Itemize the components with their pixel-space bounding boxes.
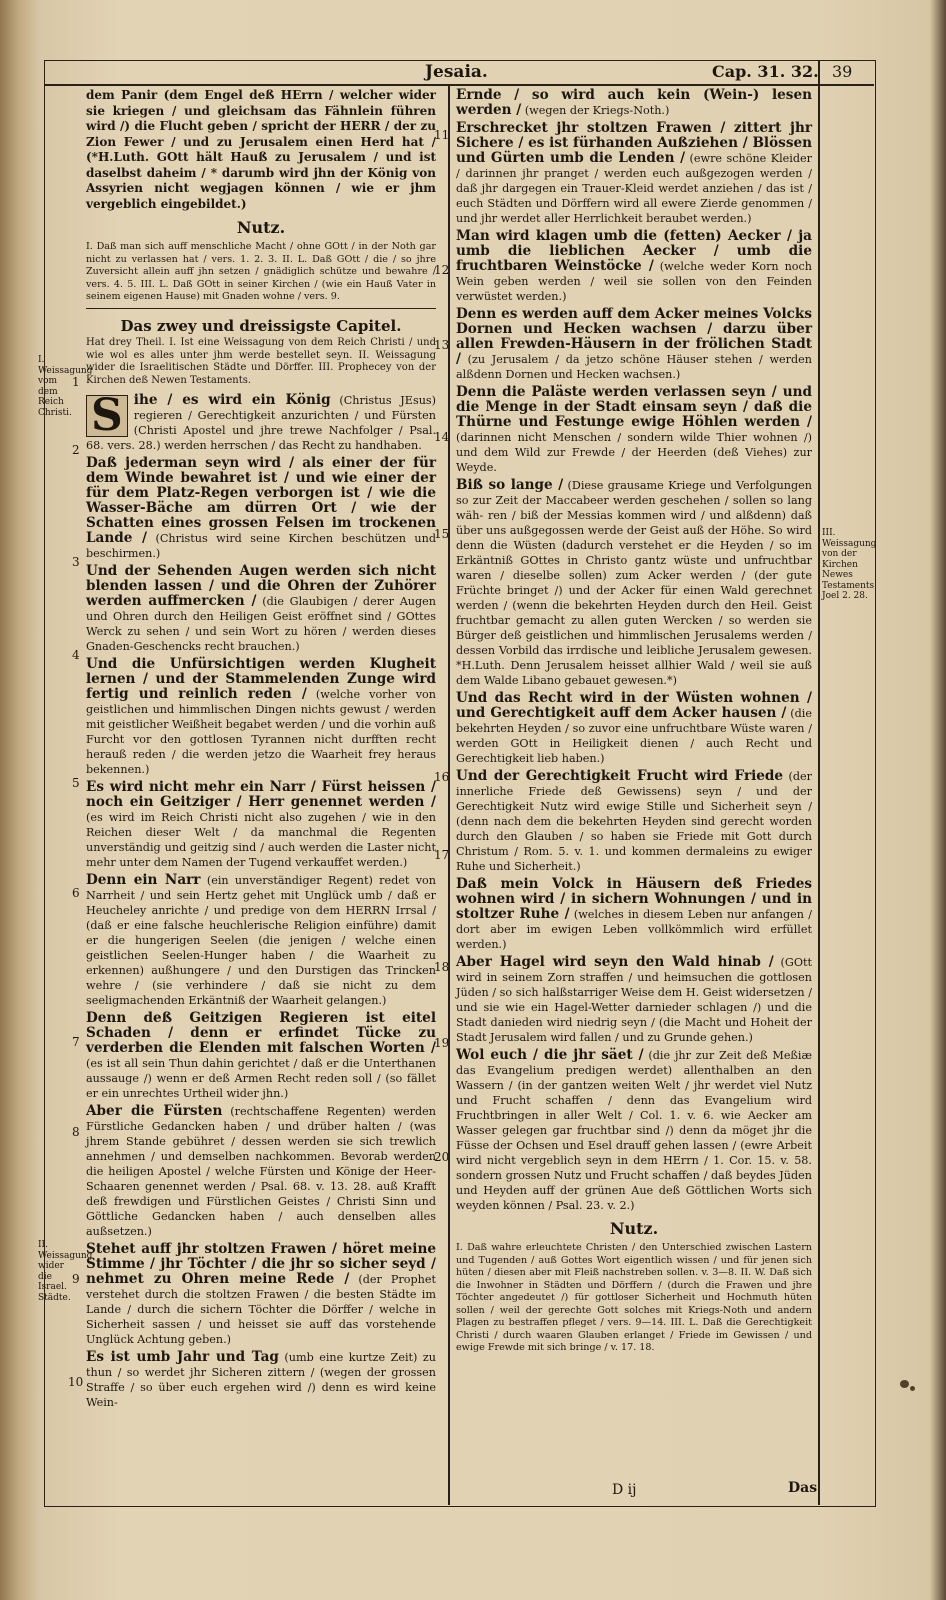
signature-mark: D ij [612,1482,637,1498]
verse-10c-gloss: (wegen der Kriegs-Noth.) [524,104,670,117]
verse-6 [86,873,436,1008]
verse-17 [456,769,812,874]
verse-number-2: 2 [72,443,80,457]
right-column [456,88,812,1358]
verse-17-main: Und der Gerechtigkeit Frucht wird Friede [456,768,784,784]
verse-15-main: Biß so lange / [456,477,564,493]
verse-number-10: 10 [68,1375,84,1389]
nutz-heading-right: Nutz. [609,1219,659,1238]
verse-14-gloss: (darinnen nicht Menschen / sondern wilde Thier wohnen /) und dem Wild zur Frewde / der Heerden (deß Viehes) zur Weyde. [456,431,812,474]
verse-7-main: Denn deß Geitzigen Regieren ist eitel Schaden / denn er erfindet Tücke zu verderben die Elenden mit falschen Worten / [86,1010,436,1057]
verse-19-gloss: (GOtt wird in seinem Zorn straffen / und heimsuchen die gottlosen Jüden / so sich halßstarriger Weise dem H. Geist widersetzen / und sie wie ein Hagel-Wetter darnieder schlagen /) und die Stadt danieden wird niedrig seyn / (die Macht und Hoheit der Stadt Jerusalem wird fallen / und zu Grunde gehen.) [456,956,812,1044]
verse-2 [86,456,436,561]
verse-number-9: 9 [72,1272,80,1286]
verse-12 [456,229,812,304]
margin-note-right-1: III. Weissagung von der Kirchen Newes Testaments Joel 2. 28. [822,528,877,601]
right-margin-rule [818,60,820,1505]
section-rule [86,308,436,310]
verse-3 [86,564,436,654]
verse-7 [86,1011,436,1101]
left-column [86,88,436,1413]
running-head-book: Jesaia. [425,62,488,82]
verse-13 [456,307,812,382]
verse-number-8: 8 [72,1125,80,1139]
verse-10-main: Es ist umb Jahr und Tag [86,1349,279,1366]
verse-19-main: Aber Hagel wird seyn den Wald hinab / [456,954,774,970]
verse-5-main: Es wird nicht mehr ein Narr / Fürst heissen / noch ein Geitziger / Herr genennet werden / [86,779,436,811]
verse-19 [456,955,812,1045]
verse-number-15: 15 [434,527,450,541]
margin-note-left-1: I. Weissagung vom dem Reich Christi. [38,355,93,418]
verse-10 [86,1350,436,1410]
verse-number-7: 7 [72,1035,80,1049]
page-number: 39 [832,62,853,81]
verse-number-6: 6 [72,886,80,900]
verse-number-19: 19 [434,1036,450,1050]
verse-number-5: 5 [72,776,80,790]
verse-8-main: Aber die Fürsten [86,1103,223,1120]
verse-11-main: Erschrecket jhr stoltzen Frawen / zittert jhr Sichere / es ist fürhanden Außziehen / Blössen und Gürten umb die Lenden / [456,120,812,166]
verse-1-main: ihe / es wird ein König [133,392,331,409]
verse-2-gloss: (Christus wird seine Kirchen beschützen und beschirmen.) [86,532,436,561]
verse-3-gloss: (die Glaubigen / derer Augen und Ohren durch den Heiligen Geist eröffnet sind / GOttes Werck zu sehen / und sein Wort zu hören / werden dieses Gnaden-Geschencks recht brauchen.) [86,595,436,654]
verse-17-gloss: (der innerliche Friede deß Gewissens) seyn / und der Gerechtigkeit Nutz wird ewige Stille und Sicherheit seyn / (denn nach dem die bekehrten Heyden sind gerecht worden durch den Glauben / so haben sie Friede mit Gott durch Christum / Rom. 5. v. 1. und kommen dermaleins zu ewiger Ruhe und Sicherheit.) [456,770,812,873]
nutz-heading: Nutz. [236,218,286,237]
verse-12-main: Man wird klagen umb die (fetten) Aecker / ja umb die lieblichen Aecker / umb die fruchtbaren Weinstöcke / [456,228,812,274]
verse-10-continued [456,88,812,118]
verse-14 [456,385,812,475]
verse-11-gloss: (ewre schöne Kleider / darinnen jhr pranget / werden euch außgezogen werden / daß jhr dargegen ein Trauer-Kleid werdet anziehen / das ist / euch Städten und Dörffern wird all ewere Zierde genommen / und jhr werdet aller Herrlichkeit beraubet werden.) [456,152,812,225]
verse-number-16: 16 [434,770,450,784]
verse-18 [456,877,812,952]
verse-number-17: 17 [434,848,450,862]
verse-11 [456,121,812,226]
verse-4-main: Und die Unfürsichtigen werden Klugheit lernen / und der Stammelenden Zunge wird fertig und reinlich reden / [86,656,436,703]
verse-8-gloss: (rechtschaffene Regenten) werden Fürstliche Gedancken haben / und drüber halten / (was jhrem Stande gebühret / dessen werden sie sich trewlich annehmen / und demselben nachkommen. Bevorab werden die heiligen Apostel / welche Fürsten und Könige der Heer-Schaaren genennet werden / Psal. 68. v. 13. 28. auß Krafft deß frewdigen und Fürstlichen Geistes / Christi Sinn und Göttliche Gedancken haben / auch denselben alles außsetzen.) [86,1105,436,1239]
chapter-summary: Hat drey Theil. I. Ist eine Weissagung von dem Reich Christi / und wie wol es alles unter jhm werde bestellet seyn. II. Weissagung wider die Israelitischen Städte und Dörffer. III. Prophecey von der Kirchen deß Newen Testaments. [86,337,436,386]
verse-number-4: 4 [72,648,80,662]
verse-13-gloss: (zu Jerusalem / da jetzo schöne Häuser stehen / werden alßdenn Dornen und Hecken wachsen.) [456,353,812,381]
header-rule [44,84,874,86]
verse-2-main: Daß jederman seyn wird / als einer der für dem Winde bewahret ist / und wie einer der für dem Platz-Regen verborgen ist / wie die Wasser-Bäche am dürren Ort / wie der Schatten eines grossen Felsen im trockenen Lande / [86,455,436,547]
verse-16-main: Und das Recht wird in der Wüsten wohnen / und Gerechtigkeit auff dem Acker hausen / [456,690,812,721]
verse-10-gloss: (umb eine kurtze Zeit) zu thun / so werdet jhr Sicheren zittern / (wegen der grossen Straffe / so über euch ergehen wird /) denn es wird keine Wein- [86,1351,437,1410]
verse-4 [86,657,436,777]
verse-8 [86,1104,436,1239]
continuation-text: dem Panir (dem Engel deß HErrn / welcher wider sie kriegen / und gleichsam das Fähnlein führen wird /) die Flucht geben / spricht der HERR / der zu Zion Fewer / und zu Jerusalem einen Herd hat / (*H.Luth. GOtt hält Hauß zu Jerusalem / und ist daselbst daheim / * darumb wird jhn der König von Assyrien nicht wegjagen können / wie er jhm vergeblich eingebildet.) [86,88,436,211]
verse-number-14: 14 [434,430,450,444]
ink-blot [900,1380,909,1388]
running-head-chapter: Cap. 31. 32. [712,62,819,81]
verse-number-13: 13 [434,338,450,352]
verse-9-gloss: (der Prophet verstehet durch die stoltzen Frawen / die besten Städte im Lande / durch die sichern Töchter die Dörffer / welche in Sicherheit sassen / und heisset sie auff das vorstehende Unglück Achtung geben.) [86,1273,436,1347]
verse-18-main: Daß mein Volck in Häusern deß Friedes wohnen wird / in sichern Wohnungen / und in stoltzer Ruhe / [456,876,812,922]
verse-6-main: Denn ein Narr [86,872,201,889]
verse-16 [456,691,812,766]
verse-1 [86,390,437,453]
verse-1-gloss: (Christus JEsus) regieren / Gerechtigkeit anzurichten / und Fürsten (Christi Apostel und jhre trewe Nachfolger / Psal. 68. vers. 28.) werden herrschen / das Recht zu handhaben. [86,394,437,453]
nutz-text-right: I. Daß wahre erleuchtete Christen / den Unterschied zwischen Lastern und Tugenden / auß Gottes Wort eigentlich wissen / und für jenen sich hüten / diesen aber mit Fleiß nachstreben sollen. v. 3—8. II. W. Daß sich die Inwohner in Städten und Dörffern / (durch die Frawen und jhre Töchter angedeutet /) für gottloser Sicherheit und Hochmuth hüten sollen / weil der gerechte Gott solches mit Kriegs-Noth und andern Plagen zu bestraffen pfleget / vers. 9—14. III. L. Daß die Gerechtigkeit Christi / durch waaren Glauben erlanget / Friede im Gewissen / und ewige Frewde mit sich bringe / v. 17. 18. [456,1242,812,1353]
verse-20-gloss: (die jhr zur Zeit deß Meßiæ das Evangelium predigen werdet) allenthalben an den Wassern / (in der gantzen weiten Welt / jhr werdet viel Nutz und Frucht schaffen / denn das Evangelium wird Fruchtbringen in aller Welt / Col. 1. v. 6. wie Aecker am Wasser gelegen gar fruchtbar sind /) denn da möget jhr die Füsse der Ochsen und Esel drauff gehen lassen / (ewre Arbeit wird nicht vergeblich seyn in dem HErrn / 1. Cor. 15. v. 58. sondern grossen Nutz und Frucht schaffen / daß beydes Jüden und Heyden auff der grünen Aue deß Göttlichen Worts sich weyden können / Psal. 23. v. 2.) [456,1049,813,1212]
verse-12-gloss: (welche weder Korn noch Wein geben werden / weil sie sollen von den Feinden verwüstet werden.) [456,260,813,303]
verse-7-gloss: (es ist all sein Thun dahin gerichtet / daß er die Unterthanen aussauge /) wenn er deß Armen Recht reden soll / (so fället er ein unrechtes Urtheil wider jhn.) [86,1057,436,1101]
verse-number-11: 11 [434,128,450,142]
verse-9 [86,1242,436,1347]
verse-10c-main: Ernde / so wird auch kein (Wein-) lesen werden / [456,87,812,118]
verse-15-gloss: (Diese grausame Kriege und Verfolgungen so zur Zeit der Maccabeer werden geschehen / sollen so lang wäh- ren / biß der Messias kommen wird / und alßdenn) daß über uns außgegossen werde der Geist auß der Höhe. So wird denn die Wüsten (dadurch verstehet er die Heyden / so im Erkäntniß GOttes in Christo gantz wüste und unfruchtbar waren / dieselbe sollen) zum Acker werden / (der gute Früchte bringet /) und der Acker für einen Wald gerechnet werden / (wenn die bekehrten Heyden durch den Heil. Geist fruchtbar gemacht zu allen guten Wercken / so werden sie Bürger deß geistlichen und himmlischen Jerusalems werden / dessen Vorbild das irrdische und leibliche Jerusalem gewesen. *H.Luth. Denn Jerusalem heisset allhier Wald / weil sie auß dem Walde Libano gebauet gewesen.*) [456,479,812,687]
verse-6-gloss: (ein unverständiger Regent) redet von Narrheit / und sein Hertz gehet mit Unglück umb / daß er Heucheley anrichte / und predige von dem HERRN Irrsal / (daß er eine falsche heuchlerische Religion einführe) damit er die hungerigen Seelen (die jenigen / welche einen geistlichen Seelen-Hunger haben / die Waarheit zu erkennen) außhungere / und den Durstigen das Trincken wehre / (sie verhindere / daß sie nicht zu dem seeligmachenden Erkäntniß der Waarheit gelangen.) [86,874,437,1008]
verse-4-gloss: (welche vorher von geistlichen und himmlischen Dingen nichts gewust / werden mit geistlicher Weißheit begabet werden / und die vorhin auß Furcht vor den gottlosen Tyrannen nicht durfften recht herauß reden / die werden jetzo die Waarheit frey heraus bekennen.) [86,688,436,777]
verse-20 [456,1048,812,1213]
ink-blot-small [910,1386,915,1391]
verse-number-1: 1 [72,375,80,389]
verse-9-main: Stehet auff jhr stoltzen Frawen / höret meine Stimme / jhr Töchter / die jhr so sicher seyd / nehmet zu Ohren meine Rede / [86,1241,436,1288]
verse-20-main: Wol euch / die jhr säet / [456,1047,644,1063]
catchword: Das [788,1480,818,1496]
column-rule [448,84,450,1505]
verse-15 [456,478,812,688]
verse-3-main: Und der Sehenden Augen werden sich nicht blenden lassen / und die Ohren der Zuhörer werden auffmercken / [86,563,436,610]
verse-13-main: Denn es werden auff dem Acker meines Volcks Dornen und Hecken wachsen / darzu über allen Frewden-Häusern in der frölichen Stadt / [456,306,812,367]
verse-number-18: 18 [434,960,450,974]
verse-number-3: 3 [72,555,80,569]
verse-5 [86,780,436,870]
verse-18-gloss: (welches in diesem Leben nur anfangen / dort aber im ewigen Leben vollkömmlich wird erfüllet werden.) [456,908,812,951]
chapter-title: Das zwey und dreissigste Capitel. [120,317,402,335]
drop-capital: S [86,395,128,437]
verse-14-main: Denn die Paläste werden verlassen seyn / und die Menge in der Stadt einsam seyn / daß die Thürne und Festunge ewige Höhlen werden / [456,384,812,430]
verse-16-gloss: (die bekehrten Heyden / so zuvor eine unfruchtbare Wüste waren / werden GOtt in Heiligkeit dienen / auch Recht und Gerechtigkeit lieb haben.) [456,707,812,765]
nutz-text: I. Daß man sich auff menschliche Macht / ohne GOtt / in der Noth gar nicht zu verlassen hat / vers. 1. 2. 3. II. L. Daß GOtt / die / so jhre Zuversicht allein auff jhn setzen / gnädiglich schütze und bewahre / vers. 4. 5. III. L. Daß GOtt in seiner Kirchen / (wie ein Hauß Vater in seinem eigenen Hause) mit Gnaden wohne / vers. 9. [86,241,436,302]
verse-number-20: 20 [434,1150,450,1164]
verse-5-gloss: (es wird im Reich Christi nicht also zugehen / wie in den Reichen dieser Welt / da manchmal die Regenten unverständig und geitzig sind / auch werden die Laster nicht mehr unter dem Namen der Tugend verkauffet werden.) [86,811,436,870]
verse-number-12: 12 [434,263,450,277]
margin-note-left-2: II. Weissagung wider die Israel. Städte. [38,1240,93,1303]
